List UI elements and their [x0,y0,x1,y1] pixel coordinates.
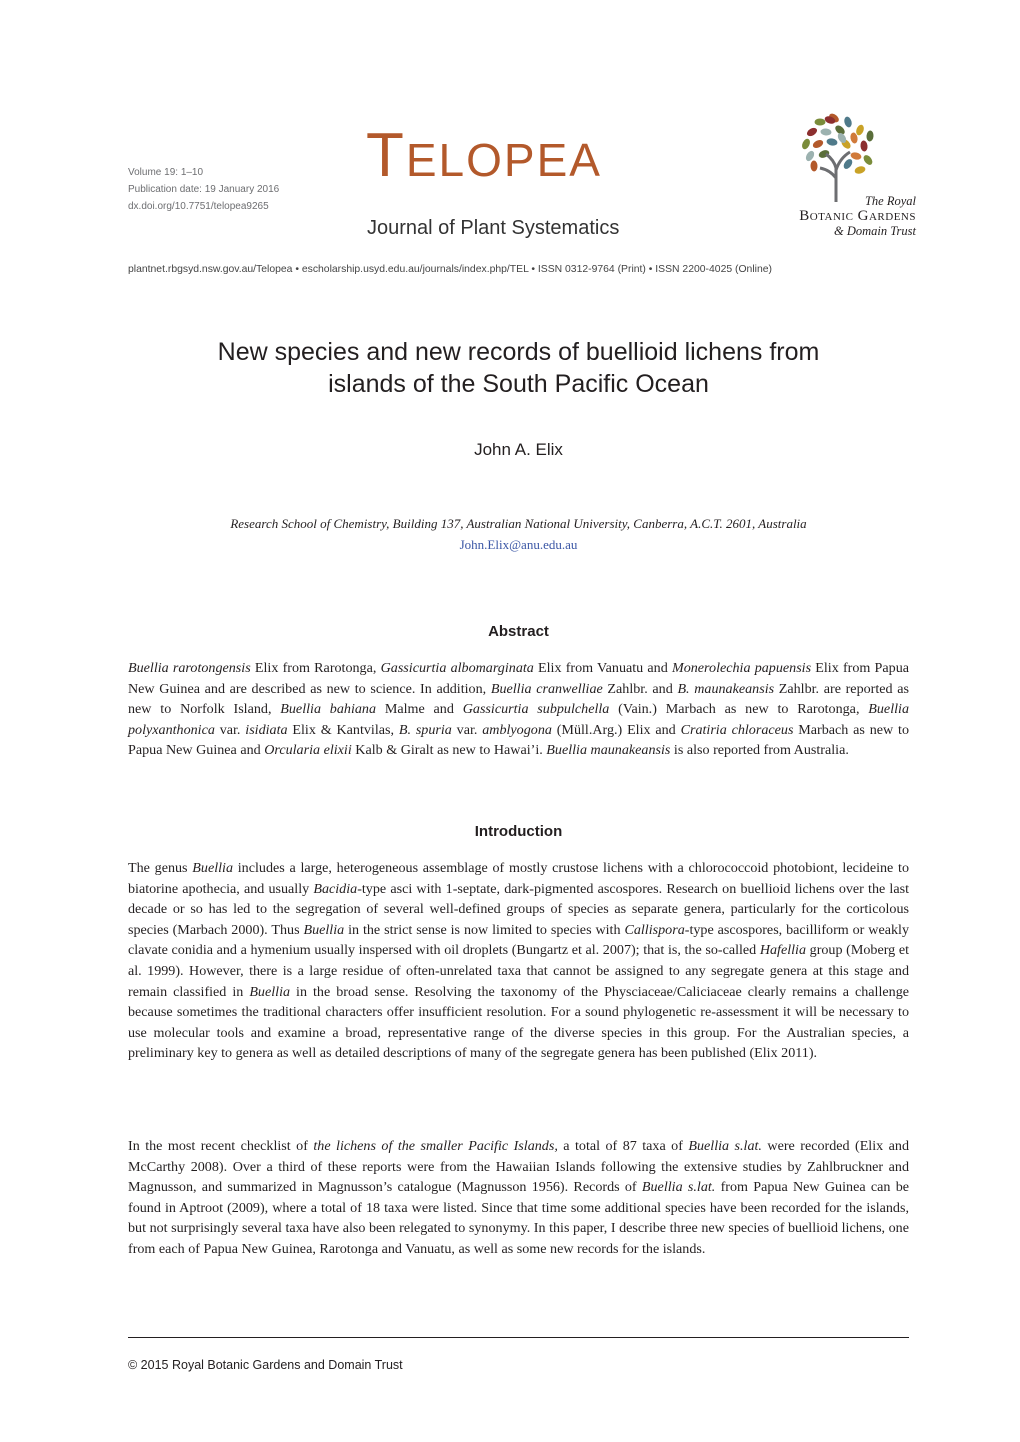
italic-term: Buellia [192,860,234,876]
italic-term: isidiata [245,721,288,738]
publisher-line-3: & Domain Trust [834,224,916,238]
article-title-line-1: New species and new records of buellioid lichens from [217,338,820,366]
volume-number: Volume 19: 1–10 [128,167,204,178]
tree-leaf [812,138,825,149]
text-run: includes a large, heterogeneous assemblage of mostly crustose lichens with a chlorococcoid photobiont, lecideine to biatorine apothecia, and usually [128,860,910,897]
text-run: Elix from Rarotonga, [250,660,381,676]
italic-term: Buellia maunakeansis [546,742,671,759]
italic-term: the lichens of the smaller Pacific Islands, [313,1138,558,1154]
publication-date: Publication date: 19 January 2016 [128,184,280,195]
abstract-heading: Abstract [488,623,549,640]
text-run: were recorded (Elix and McCarthy 2008). Over a third of these reports were from the Hawaiian Islands following the extensive studies by Zahlbruckner and Magnusson, and summarized in Magnusson’s catalogue (Magnusson 1956). Records of [128,1138,909,1196]
author-email-link[interactable]: John.Elix@anu.edu.au [459,537,578,552]
text-run: a total of 87 taxa of [557,1138,689,1154]
publisher-line-2: Botanic Gardens [799,208,916,224]
text-run: in the strict sense is now limited to species with [344,921,625,938]
italic-term: Buellia cranwelliae [490,680,603,697]
author-name: John A. Elix [474,440,563,459]
text-run: Elix from Papua New Guinea and are described as new to science. In addition, [128,660,909,697]
italic-term: Buellia polyxanthonica [128,701,909,738]
italic-term: Orcularia elixii [264,742,352,759]
article-title [128,336,909,400]
italic-term: Gassicurtia albomarginata [380,660,534,676]
italic-term: Buellia [303,921,345,938]
text-run: Zahlbr. and [602,680,678,697]
text-run: var. [451,721,483,738]
italic-term: Buellia rarotongensis [128,660,251,676]
text-run: is also reported from Australia. [670,742,849,759]
text-run: group (Moberg et al. 1999). However, there is a large residue of often-unrelated taxa that cannot be assigned to any segregate genera at this stage and remain classified in [128,942,909,1000]
introduction-heading: Introduction [474,823,563,840]
text-run: In the most recent checklist of [128,1138,314,1154]
tree-leaf [800,138,811,151]
tree-leaf [805,126,818,138]
italic-term: amblyogona [482,721,552,738]
text-run: Kalb & Giralt as new to Hawai’i. [351,742,547,759]
text-run: Elix from Vanuatu and [533,660,672,676]
footer-divider [128,1337,909,1338]
text-run: Elix & Kantvilas, [287,721,399,738]
tree-leaf [826,138,838,147]
article-title-line-2: islands of the South Pacific Ocean [328,370,709,398]
tree-leaf [815,119,826,126]
journal-title-initial: T [366,121,406,190]
text-run: Zahlbr. are reported as new to Norfolk Island, [128,680,909,718]
doi-link[interactable]: dx.doi.org/10.7751/telopea9265 [128,201,269,212]
text-run: Marbach as new to Papua New Guinea and [128,721,909,759]
publisher-line-1: The Royal [864,194,916,208]
italic-term: Gassicurtia subpulchella [462,701,610,718]
italic-term: Hafellia [759,942,807,959]
text-run: from Papua New Guinea can be found in Aptroot (2009), where a total of 18 taxa were listed. Since that time some additional species have been recorded for the islands, but not surprisingly several taxa have also been relegated to synonymy. In this paper, I describe three new species of buellioid lichens, one from each of Papua New Guinea, Rarotonga and Vanuatu, as well as some new records for the islands. [128,1179,910,1257]
tree-leaf [866,130,874,141]
abstract-paragraph [128,658,909,761]
italic-term: Bacidia [313,880,358,897]
italic-term: Monerolechia papuensis [671,660,812,676]
tree-leaf [855,124,865,137]
tree-leaf [843,116,853,129]
journal-links[interactable]: plantnet.rbgsyd.nsw.gov.au/Telopea • escholarship.usyd.edu.au/journals/index.php/TEL • ISSN 0312-9764 (Print) • ISSN 2200-4025 (Online) [128,264,772,275]
publisher-block [770,194,916,239]
text-run: var. [214,721,246,738]
tree-leaf [862,154,874,167]
italic-term: Buellia bahiana [280,701,376,718]
italic-term: Buellia s.lat. [688,1138,762,1154]
italic-term: Buellia [249,983,291,1000]
text-run: Malme and [376,701,463,718]
italic-term: Callispora [624,921,685,938]
copyright-notice: © 2015 Royal Botanic Gardens and Domain Trust [128,1358,403,1372]
italic-term: B. spuria [398,721,452,738]
italic-term: B. maunakeansis [677,680,775,697]
volume-info [128,164,279,215]
tree-leaf [850,151,862,161]
text-run: -type ascospores, bacilliform or weakly clavate conidia and a hymenium usually inspersed with oil droplets (Bungartz et al. 2007); that is, the so-called [128,921,909,959]
tree-leaf [854,165,867,175]
tree-logo-icon [790,108,886,202]
author-affiliation: Research School of Chemistry, Building 137, Australian National University, Canberra, A.C.T. 2601, Australia [230,516,807,531]
text-run: The genus [128,860,193,876]
tree-leaf [860,140,868,152]
tree-leaf [810,160,817,171]
tree-leaf [842,157,854,170]
text-run: in the broad sense. Resolving the taxonomy of the Physciaceae/Caliciaceae clearly remains a challenge because sometimes the traditional characters offer insufficient resolution. For a sound phylogenetic re-assessment it will be necessary to use molecular tools and examine a broad, representative range of the diverse species in this group. For the Australian species, a preliminary key to genera as well as detailed descriptions of many of the segregate genera has been published (Elix 2011). [128,983,909,1062]
introduction-paragraph-2 [128,1136,909,1260]
text-run: (Müll.Arg.) Elix and [551,721,681,738]
text-run: -type asci with 1-septate, dark-pigmented ascospores. Research on buellioid lichens over the last decade or so has led to the segregation of several well-defined groups of species as separate genera, particularly for the corticolous species (Marbach 2000). Thus [128,880,909,938]
journal-title [366,121,602,190]
italic-term: Cratiria chloraceus [680,721,794,738]
introduction-paragraph-1 [128,858,909,1064]
text-run: (Vain.) Marbach as new to Rarotonga, [609,701,869,718]
italic-term: Buellia s.lat. [641,1179,716,1196]
journal-title-rest: ELOPEA [405,134,602,186]
tree-leaf [820,128,832,136]
journal-subtitle: Journal of Plant Systematics [367,217,620,239]
